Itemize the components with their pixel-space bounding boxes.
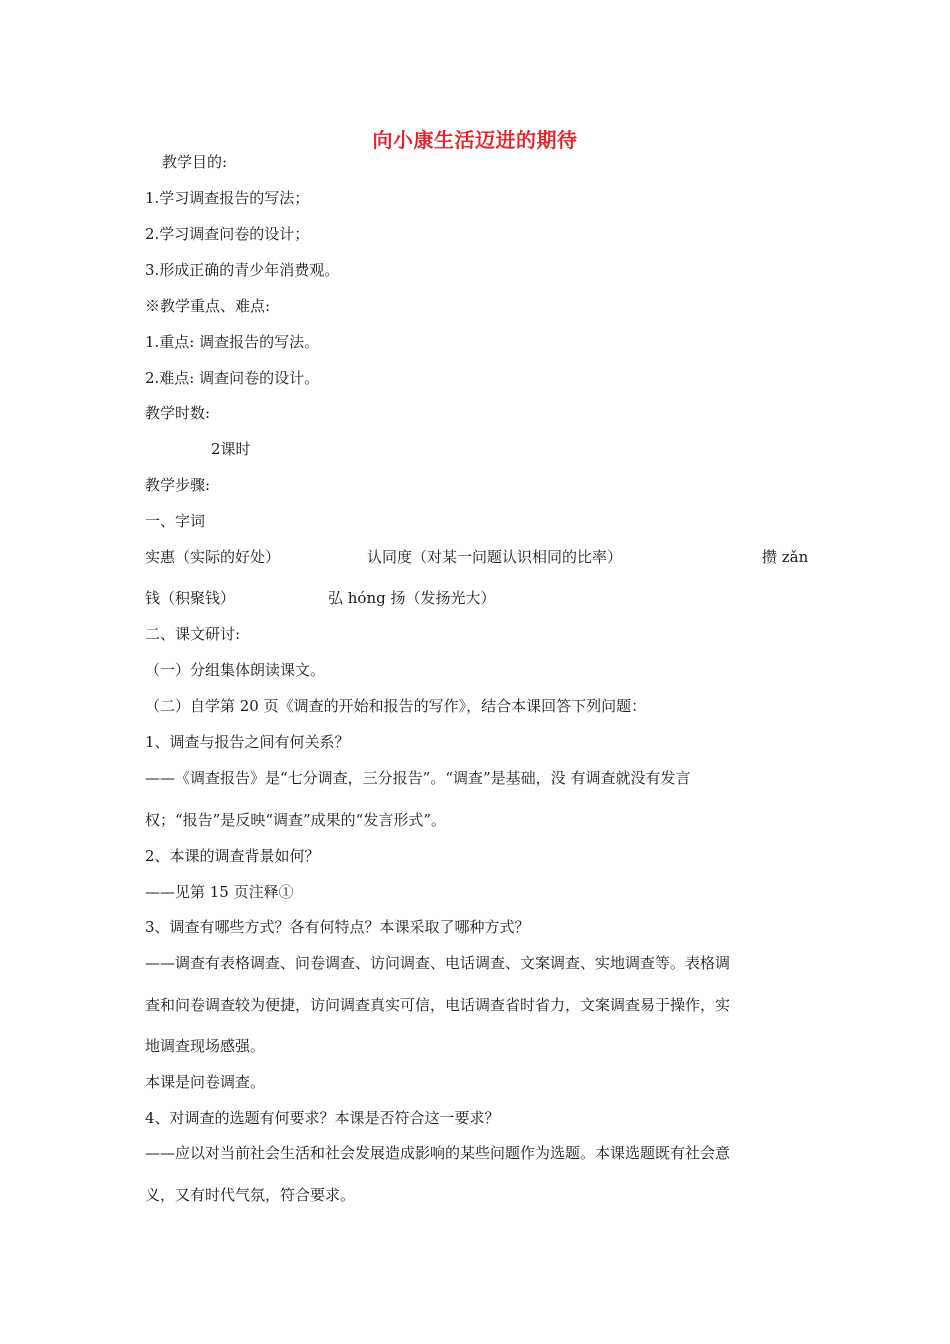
answer-3-conclusion: 本课是问卷调查。 bbox=[145, 1073, 266, 1091]
question-4: 4、对调查的选题有何要求？本课是否符合这一要求？ bbox=[145, 1109, 500, 1127]
question-1: 1、调查与报告之间有何关系？ bbox=[145, 733, 350, 751]
vocab-entry-zan: 攒 zǎn bbox=[762, 548, 809, 566]
question-3: 3、调查有哪些方式？各有何特点？本课采取了哪种方式？ bbox=[145, 918, 530, 936]
answer-1-line-1: ——《调查报告》是“七分调查，三分报告”。“调查”是基础，没 有调查就没有发言 bbox=[145, 769, 691, 787]
study-item-1: （一）分组集体朗读课文。 bbox=[145, 661, 326, 679]
vocab-entry-shihui: 实惠（实际的好处） bbox=[145, 548, 281, 566]
vocab-entry-hongyang: 弘 hóng 扬（发扬光大） bbox=[328, 589, 496, 607]
objective-item-2: 2.学习调查问卷的设计； bbox=[145, 225, 310, 243]
answer-3-line-1: ——调查有表格调查、问卷调查、访问调查、电话调查、文案调查、实地调查等。表格调 bbox=[145, 954, 731, 972]
question-2: 2、本课的调查背景如何？ bbox=[145, 847, 320, 865]
answer-4-line-1: ——应以对当前社会生活和社会发展造成影响的某些问题作为选题。本课选题既有社会意 bbox=[145, 1144, 731, 1162]
vocab-entry-rentongdu: 认同度（对某一问题认识相同的比率） bbox=[367, 548, 623, 566]
objective-item-3: 3.形成正确的青少年消费观。 bbox=[145, 261, 340, 279]
answer-3-line-3: 地调查现场感强。 bbox=[145, 1037, 266, 1055]
section-heading-hours: 教学时数: bbox=[145, 404, 211, 422]
keypoint-item-1: 1.重点: 调查报告的写法。 bbox=[145, 333, 320, 351]
answer-2: ——见第 15 页注释① bbox=[145, 883, 294, 901]
keypoint-item-2: 2.难点: 调查问卷的设计。 bbox=[145, 369, 320, 387]
section-heading-objectives: 教学目的: bbox=[162, 153, 228, 171]
vocab-entry-zan-continued: 钱（积聚钱） bbox=[145, 589, 236, 607]
hours-value: 2课时 bbox=[211, 440, 251, 458]
objective-item-1: 1.学习调查报告的写法； bbox=[145, 189, 310, 207]
answer-1-line-2: 权；“报告”是反映“调查”成果的“发言形式”。 bbox=[145, 811, 447, 829]
answer-4-line-2: 义，又有时代气氛，符合要求。 bbox=[145, 1186, 356, 1204]
section-heading-steps: 教学步骤: bbox=[145, 476, 211, 494]
subsection-vocabulary: 一、字词 bbox=[145, 512, 206, 530]
document-title: 向小康生活迈进的期待 bbox=[372, 128, 578, 152]
study-item-2: （二）自学第 20 页《调查的开始和报告的写作》，结合本课回答下列问题： bbox=[145, 697, 647, 715]
section-heading-keypoints: ※教学重点、难点: bbox=[145, 297, 271, 315]
subsection-text-study: 二、课文研讨: bbox=[145, 625, 241, 643]
answer-3-line-2: 查和问卷调查较为便捷，访问调查真实可信，电话调查省时省力，文案调查易于操作，实 bbox=[145, 996, 731, 1014]
